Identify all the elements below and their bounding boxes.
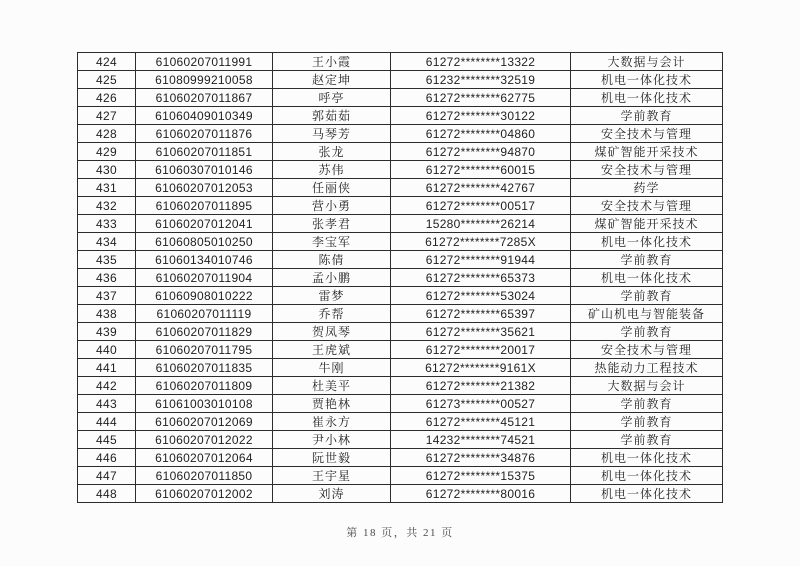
table-row: [78, 485, 723, 503]
row-number: 438: [78, 305, 136, 323]
masked-id-number: 61232********32519: [391, 71, 571, 89]
student-number: 61060805010250: [136, 233, 273, 251]
student-name: 刘涛: [273, 485, 391, 503]
masked-id-number: 61272********62775: [391, 89, 571, 107]
masked-id-number: 61272********21382: [391, 377, 571, 395]
student-name: 李宝军: [273, 233, 391, 251]
student-name: 乔帮: [273, 305, 391, 323]
row-number: 448: [78, 485, 136, 503]
masked-id-number: 61272********9161X: [391, 359, 571, 377]
major-name: 安全技术与管理: [571, 125, 723, 143]
student-number: 61060207012053: [136, 179, 273, 197]
row-number: 424: [78, 53, 136, 71]
major-name: 矿山机电与智能装备: [571, 305, 723, 323]
student-name: 阮世毅: [273, 449, 391, 467]
masked-id-number: 61272********45121: [391, 413, 571, 431]
row-number: 426: [78, 89, 136, 107]
masked-id-number: 15280********26214: [391, 215, 571, 233]
student-number: 61060207011850: [136, 467, 273, 485]
masked-id-number: 61273********00527: [391, 395, 571, 413]
masked-id-number: 61272********42767: [391, 179, 571, 197]
student-name: 营小勇: [273, 197, 391, 215]
row-number: 440: [78, 341, 136, 359]
student-name: 马琴芳: [273, 125, 391, 143]
masked-id-number: 61272********7285X: [391, 233, 571, 251]
major-name: 热能动力工程技术: [571, 359, 723, 377]
major-name: 学前教育: [571, 287, 723, 305]
student-name: 王小霞: [273, 53, 391, 71]
major-name: 机电一体化技术: [571, 89, 723, 107]
student-number: 61060207012002: [136, 485, 273, 503]
row-number: 443: [78, 395, 136, 413]
table-row: [78, 53, 723, 71]
student-name: 呼亭: [273, 89, 391, 107]
table-row: [78, 71, 723, 89]
row-number: 432: [78, 197, 136, 215]
table-row: [78, 197, 723, 215]
row-number: 437: [78, 287, 136, 305]
masked-id-number: 61272********04860: [391, 125, 571, 143]
major-name: 机电一体化技术: [571, 467, 723, 485]
student-name: 郭茹茹: [273, 107, 391, 125]
row-number: 431: [78, 179, 136, 197]
masked-id-number: 61272********13322: [391, 53, 571, 71]
masked-id-number: 61272********34876: [391, 449, 571, 467]
student-number: 61060207012041: [136, 215, 273, 233]
table-row: [78, 431, 723, 449]
row-number: 430: [78, 161, 136, 179]
student-number: 61060134010746: [136, 251, 273, 269]
table-row: [78, 449, 723, 467]
student-number: 61060908010222: [136, 287, 273, 305]
student-number: 61060409010349: [136, 107, 273, 125]
row-number: 427: [78, 107, 136, 125]
student-number: 61060207011895: [136, 197, 273, 215]
major-name: 学前教育: [571, 431, 723, 449]
table-row: [78, 341, 723, 359]
masked-id-number: 61272********53024: [391, 287, 571, 305]
row-number: 425: [78, 71, 136, 89]
student-name: 崔永方: [273, 413, 391, 431]
masked-id-number: 61272********65373: [391, 269, 571, 287]
student-number: 61060207011851: [136, 143, 273, 161]
table-row: [78, 251, 723, 269]
major-name: 煤矿智能开采技术: [571, 143, 723, 161]
masked-id-number: 61272********80016: [391, 485, 571, 503]
major-name: 学前教育: [571, 395, 723, 413]
row-number: 446: [78, 449, 136, 467]
major-name: 机电一体化技术: [571, 485, 723, 503]
student-name: 王宇星: [273, 467, 391, 485]
table-row: [78, 323, 723, 341]
row-number: 441: [78, 359, 136, 377]
major-name: 药学: [571, 179, 723, 197]
table-row: [78, 233, 723, 251]
major-name: 安全技术与管理: [571, 197, 723, 215]
masked-id-number: 61272********15375: [391, 467, 571, 485]
masked-id-number: 61272********94870: [391, 143, 571, 161]
major-name: 机电一体化技术: [571, 269, 723, 287]
student-name: 贾艳林: [273, 395, 391, 413]
row-number: 435: [78, 251, 136, 269]
row-number: 442: [78, 377, 136, 395]
row-number: 444: [78, 413, 136, 431]
student-number: 61060207011867: [136, 89, 273, 107]
student-name: 苏伟: [273, 161, 391, 179]
student-number: 61060207012069: [136, 413, 273, 431]
table-row: [78, 413, 723, 431]
student-number: 61060207011876: [136, 125, 273, 143]
table-row: [78, 359, 723, 377]
student-roster-table: [77, 52, 723, 503]
major-name: 大数据与会计: [571, 53, 723, 71]
row-number: 436: [78, 269, 136, 287]
student-name: 杜美平: [273, 377, 391, 395]
table-row: [78, 107, 723, 125]
major-name: 大数据与会计: [571, 377, 723, 395]
major-name: 学前教育: [571, 107, 723, 125]
major-name: 学前教育: [571, 323, 723, 341]
major-name: 机电一体化技术: [571, 71, 723, 89]
student-number: 61060207011991: [136, 53, 273, 71]
row-number: 428: [78, 125, 136, 143]
major-name: 学前教育: [571, 251, 723, 269]
table-row: [78, 179, 723, 197]
student-number: 61060307010146: [136, 161, 273, 179]
student-name: 张龙: [273, 143, 391, 161]
page-number-indicator: 第 18 页，共 21 页: [346, 527, 454, 539]
table-row: [78, 377, 723, 395]
student-name: 尹小林: [273, 431, 391, 449]
major-name: 机电一体化技术: [571, 233, 723, 251]
row-number: 429: [78, 143, 136, 161]
masked-id-number: 61272********60015: [391, 161, 571, 179]
row-number: 434: [78, 233, 136, 251]
student-number: 61060207011809: [136, 377, 273, 395]
masked-id-number: 61272********91944: [391, 251, 571, 269]
row-number: 433: [78, 215, 136, 233]
student-number: 61061003010108: [136, 395, 273, 413]
masked-id-number: 61272********30122: [391, 107, 571, 125]
table-row: [78, 287, 723, 305]
student-name: 任丽侠: [273, 179, 391, 197]
major-name: 机电一体化技术: [571, 449, 723, 467]
table-row: [78, 125, 723, 143]
masked-id-number: 61272********35621: [391, 323, 571, 341]
student-number: 61060207012022: [136, 431, 273, 449]
student-name: 张孝君: [273, 215, 391, 233]
student-number: 61080999210058: [136, 71, 273, 89]
student-name: 贺凤琴: [273, 323, 391, 341]
masked-id-number: 61272********00517: [391, 197, 571, 215]
student-number: 61060207011835: [136, 359, 273, 377]
masked-id-number: 14232********74521: [391, 431, 571, 449]
major-name: 安全技术与管理: [571, 161, 723, 179]
student-name: 王虎斌: [273, 341, 391, 359]
table-row: [78, 467, 723, 485]
student-name: 牛刚: [273, 359, 391, 377]
table-row: [78, 161, 723, 179]
student-number: 61060207011795: [136, 341, 273, 359]
student-number: 61060207011904: [136, 269, 273, 287]
row-number: 445: [78, 431, 136, 449]
table-row: [78, 269, 723, 287]
table-row: [78, 395, 723, 413]
table-row: [78, 89, 723, 107]
student-name: 孟小鹏: [273, 269, 391, 287]
major-name: 学前教育: [571, 413, 723, 431]
row-number: 439: [78, 323, 136, 341]
student-number: 61060207012064: [136, 449, 273, 467]
student-number: 61060207011119: [136, 305, 273, 323]
masked-id-number: 61272********65397: [391, 305, 571, 323]
major-name: 煤矿智能开采技术: [571, 215, 723, 233]
student-name: 赵定坤: [273, 71, 391, 89]
table-row: [78, 143, 723, 161]
row-number: 447: [78, 467, 136, 485]
student-name: 陈倩: [273, 251, 391, 269]
table-row: [78, 305, 723, 323]
masked-id-number: 61272********20017: [391, 341, 571, 359]
student-name: 雷梦: [273, 287, 391, 305]
student-number: 61060207011829: [136, 323, 273, 341]
major-name: 安全技术与管理: [571, 341, 723, 359]
table-body: [78, 53, 723, 503]
table-row: [78, 215, 723, 233]
